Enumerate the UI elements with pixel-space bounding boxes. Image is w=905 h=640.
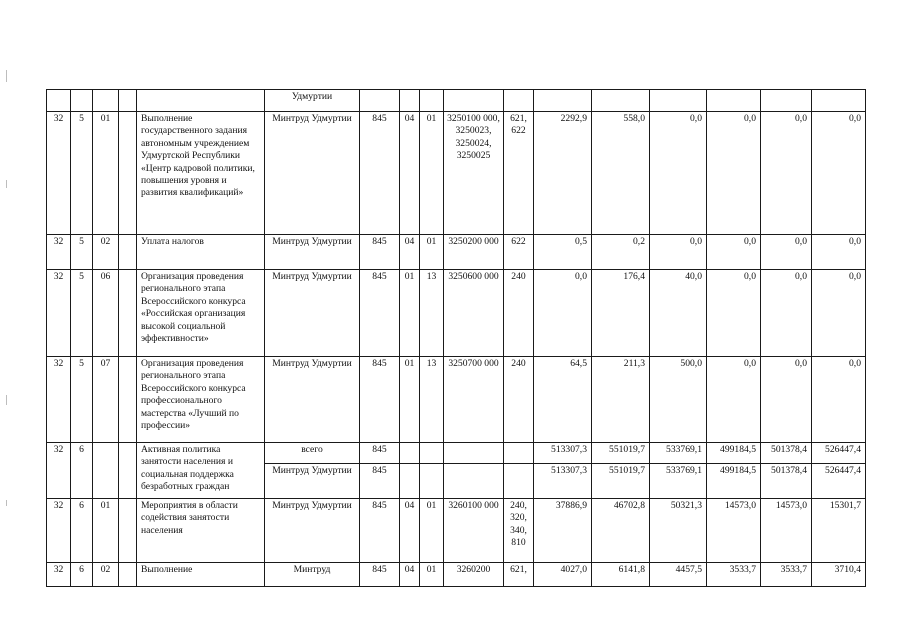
cell-org: Минтруд Удмуртии [265, 235, 360, 270]
cell-value: 14573,0 [761, 499, 812, 563]
scan-edge-mark [6, 180, 7, 188]
cell-csr: 3250600 000 [444, 270, 504, 357]
cell-vr [504, 464, 534, 499]
cell-pr: 13 [420, 357, 444, 443]
cell-name: Организация проведения регионального этапа Всероссийского конкурса профессионального мастерства «Лучший по профессии» [137, 357, 265, 443]
cell-value: 499184,5 [707, 464, 761, 499]
cell-rz: 01 [400, 270, 420, 357]
cell-pp: 6 [71, 563, 93, 587]
cell-value: 46702,8 [592, 499, 650, 563]
cell-csr [444, 90, 504, 112]
cell-value: 0,0 [812, 270, 866, 357]
cell-value: 0,0 [812, 112, 866, 235]
cell-value [534, 90, 592, 112]
cell-value: 4027,0 [534, 563, 592, 587]
cell-cod: 845 [360, 357, 400, 443]
table-row [47, 563, 866, 587]
cell-name: Выполнение [137, 563, 265, 587]
cell-csr [444, 464, 504, 499]
cell-org: Минтруд Удмуртии [265, 112, 360, 235]
cell-value: 40,0 [650, 270, 707, 357]
cell-csr: 3250100 000, 3250023, 3250024, 3250025 [444, 112, 504, 235]
cell-rz: 04 [400, 235, 420, 270]
cell-value [650, 90, 707, 112]
cell-cod: 845 [360, 112, 400, 235]
cell-om [93, 443, 119, 499]
cell-value: 3533,7 [761, 563, 812, 587]
cell-value: 0,0 [761, 235, 812, 270]
cell-value: 0,5 [534, 235, 592, 270]
cell-gp: 32 [47, 563, 71, 587]
cell-m [119, 443, 137, 499]
cell-value [761, 90, 812, 112]
cell-csr: 3260100 000 [444, 499, 504, 563]
cell-value: 513307,3 [534, 464, 592, 499]
cell-value: 533769,1 [650, 443, 707, 464]
table-row [47, 443, 866, 464]
cell-rz [400, 443, 420, 464]
cell-value: 14573,0 [707, 499, 761, 563]
cell-m [119, 112, 137, 235]
cell-org: Минтруд Удмуртии [265, 357, 360, 443]
cell-value: 2292,9 [534, 112, 592, 235]
budget-table [46, 89, 866, 587]
cell-pr [420, 90, 444, 112]
cell-vr: 622 [504, 235, 534, 270]
cell-pp: 5 [71, 270, 93, 357]
cell-csr: 3250700 000 [444, 357, 504, 443]
cell-vr: 240 [504, 270, 534, 357]
cell-value: 50321,3 [650, 499, 707, 563]
cell-om: 06 [93, 270, 119, 357]
table-row [47, 235, 866, 270]
cell-name: Организация проведения регионального этапа Всероссийского конкурса «Российская организация высокой социальной эффективности» [137, 270, 265, 357]
cell-value: 0,0 [812, 235, 866, 270]
cell-value: 551019,7 [592, 443, 650, 464]
scan-edge-mark [6, 395, 7, 405]
cell-pr [420, 464, 444, 499]
cell-gp: 32 [47, 112, 71, 235]
cell-pr: 13 [420, 270, 444, 357]
cell-vr: 621, 622 [504, 112, 534, 235]
table-row [47, 270, 866, 357]
cell-m [119, 90, 137, 112]
table-row [47, 499, 866, 563]
cell-pr: 01 [420, 112, 444, 235]
cell-value: 0,0 [707, 357, 761, 443]
cell-pp [71, 90, 93, 112]
cell-gp: 32 [47, 235, 71, 270]
scan-edge-mark [6, 500, 7, 506]
cell-vr [504, 90, 534, 112]
cell-value: 0,0 [812, 357, 866, 443]
cell-org: Удмуртии [265, 90, 360, 112]
cell-value [592, 90, 650, 112]
cell-cod: 845 [360, 563, 400, 587]
cell-vr: 240 [504, 357, 534, 443]
cell-value: 3533,7 [707, 563, 761, 587]
cell-gp: 32 [47, 499, 71, 563]
cell-value: 0,2 [592, 235, 650, 270]
cell-rz: 04 [400, 112, 420, 235]
cell-gp [47, 90, 71, 112]
cell-om: 02 [93, 563, 119, 587]
cell-cod: 845 [360, 270, 400, 357]
cell-cod: 845 [360, 235, 400, 270]
table-row [47, 112, 866, 235]
cell-pr [420, 443, 444, 464]
cell-name: Уплата налогов [137, 235, 265, 270]
cell-value: 0,0 [650, 112, 707, 235]
cell-value: 0,0 [707, 235, 761, 270]
cell-rz [400, 90, 420, 112]
cell-om [93, 90, 119, 112]
cell-value: 37886,9 [534, 499, 592, 563]
cell-cod [360, 90, 400, 112]
cell-value: 0,0 [761, 270, 812, 357]
cell-value: 0,0 [707, 112, 761, 235]
table-row [47, 357, 866, 443]
cell-m [119, 563, 137, 587]
cell-rz: 04 [400, 563, 420, 587]
cell-value: 211,3 [592, 357, 650, 443]
cell-value: 0,0 [761, 357, 812, 443]
cell-pp: 5 [71, 235, 93, 270]
cell-om: 01 [93, 112, 119, 235]
cell-value: 0,0 [534, 270, 592, 357]
cell-value: 501378,4 [761, 464, 812, 499]
cell-rz [400, 464, 420, 499]
cell-pr: 01 [420, 235, 444, 270]
cell-cod: 845 [360, 443, 400, 464]
cell-pp: 6 [71, 443, 93, 499]
cell-value: 551019,7 [592, 464, 650, 499]
cell-value: 0,0 [650, 235, 707, 270]
cell-pp: 5 [71, 112, 93, 235]
cell-name [137, 90, 265, 112]
cell-pp: 6 [71, 499, 93, 563]
cell-value: 499184,5 [707, 443, 761, 464]
cell-gp: 32 [47, 270, 71, 357]
cell-gp: 32 [47, 357, 71, 443]
cell-org: Минтруд Удмуртии [265, 464, 360, 499]
cell-m [119, 357, 137, 443]
cell-om: 01 [93, 499, 119, 563]
cell-rz: 04 [400, 499, 420, 563]
cell-org: Минтруд [265, 563, 360, 587]
cell-m [119, 235, 137, 270]
cell-csr: 3260200 [444, 563, 504, 587]
cell-rz: 01 [400, 357, 420, 443]
cell-om: 07 [93, 357, 119, 443]
cell-value: 64,5 [534, 357, 592, 443]
scan-edge-mark [6, 70, 7, 82]
cell-value: 176,4 [592, 270, 650, 357]
cell-pp: 5 [71, 357, 93, 443]
cell-pr: 01 [420, 563, 444, 587]
cell-value: 0,0 [761, 112, 812, 235]
cell-value: 4457,5 [650, 563, 707, 587]
cell-value: 3710,4 [812, 563, 866, 587]
cell-csr [444, 443, 504, 464]
cell-cod: 845 [360, 464, 400, 499]
cell-csr: 3250200 000 [444, 235, 504, 270]
cell-cod: 845 [360, 499, 400, 563]
cell-org: Минтруд Удмуртии [265, 270, 360, 357]
cell-value: 526447,4 [812, 443, 866, 464]
cell-value: 500,0 [650, 357, 707, 443]
cell-value: 558,0 [592, 112, 650, 235]
cell-org: Минтруд Удмуртии [265, 499, 360, 563]
cell-org: всего [265, 443, 360, 464]
cell-gp: 32 [47, 443, 71, 499]
cell-name: Мероприятия в области содействия занятости населения [137, 499, 265, 563]
table-row [47, 90, 866, 112]
cell-value: 526447,4 [812, 464, 866, 499]
cell-value: 6141,8 [592, 563, 650, 587]
cell-value [707, 90, 761, 112]
cell-vr: 621, [504, 563, 534, 587]
cell-m [119, 270, 137, 357]
cell-value: 501378,4 [761, 443, 812, 464]
cell-vr: 240, 320, 340, 810 [504, 499, 534, 563]
cell-value [812, 90, 866, 112]
cell-m [119, 499, 137, 563]
cell-om: 02 [93, 235, 119, 270]
cell-value: 15301,7 [812, 499, 866, 563]
cell-pr: 01 [420, 499, 444, 563]
cell-name: Активная политика занятости населения и социальная поддержка безработных граждан [137, 443, 265, 499]
cell-name: Выполнение государственного задания автономным учреждением Удмуртской Республики «Центр кадровой политики, повышения уровня и развития квалификаций» [137, 112, 265, 235]
cell-vr [504, 443, 534, 464]
cell-value: 0,0 [707, 270, 761, 357]
cell-value: 533769,1 [650, 464, 707, 499]
cell-value: 513307,3 [534, 443, 592, 464]
